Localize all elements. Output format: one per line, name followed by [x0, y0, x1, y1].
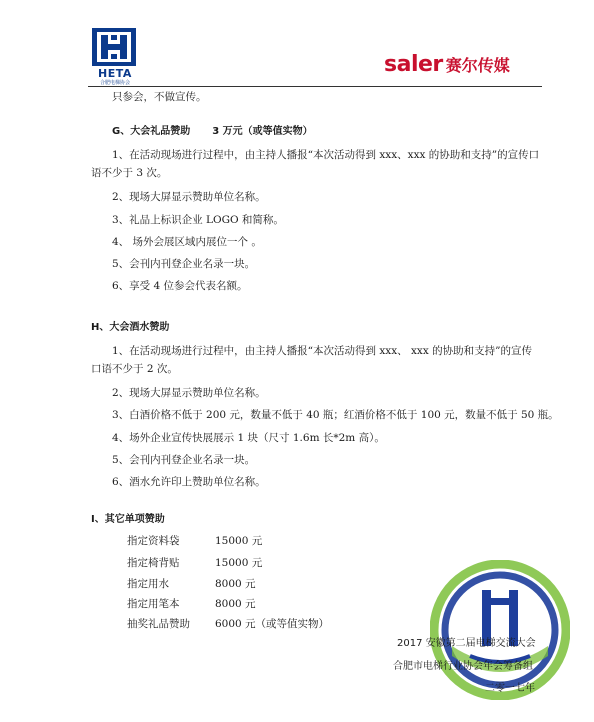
sponsor-item-name: 指定用笔本 — [127, 598, 180, 610]
heta-logo-text: HETA — [98, 67, 132, 80]
section-h-item-1-line-1: 1、在活动现场进行过程中，由主持人播报“本次活动得到 xxx、 xxx 的协助和支持”的宣传 — [112, 345, 532, 357]
heta-logo — [88, 28, 140, 86]
sponsor-item-price: 8000 元 — [215, 598, 256, 610]
section-h-item-3: 3、白酒价格不低于 200 元，数量不低于 40 瓶；红酒价格不低于 100 元，数量不低于 50 瓶。 — [112, 409, 559, 421]
section-g-item-4: 4、 场外会展区域内展位一个 。 — [112, 236, 262, 248]
section-g-item-2: 2、现场大屏显示赞助单位名称。 — [112, 191, 266, 203]
intro-line: 只参会，不做宣传。 — [112, 91, 207, 103]
signature-line-2: 合肥市电梯行业协会年会筹备组 — [393, 661, 533, 672]
heta-logo-subtext: 合肥电梯协会 — [99, 80, 130, 86]
signature-date: 二零一七年 — [485, 683, 535, 694]
section-g-title: G、大会礼品赞助 — [112, 126, 191, 137]
section-g-amount: 3 万元（或等值实物） — [212, 126, 313, 137]
section-h-item-6: 6、酒水允许印上赞助单位名称。 — [112, 476, 266, 488]
section-g-item-6: 6、享受 4 位参会代表名额。 — [112, 280, 248, 292]
sponsor-item-price: 8000 元 — [215, 578, 256, 590]
section-g-item-1-line-1: 1、在活动现场进行过程中，由主持人播报“本次活动得到 xxx、xxx 的协助和支持”的宣传口 — [112, 149, 540, 161]
saler-brand-cn: 赛尔传媒 — [445, 56, 510, 75]
signature-line-1: 2017 安徽第二届电梯交流大会 — [397, 638, 536, 649]
section-g-item-3: 3、礼品上标识企业 LOGO 和简称。 — [112, 214, 284, 226]
section-h-item-4: 4、场外企业宣传快展展示 1 块（尺寸 1.6m 长*2m 高）。 — [112, 432, 385, 444]
section-h-item-5: 5、会刊内刊登企业名录一块。 — [112, 454, 256, 466]
header-divider — [88, 86, 542, 87]
section-h-item-2: 2、现场大屏显示赞助单位名称。 — [112, 387, 266, 399]
saler-brand-text: saler — [384, 52, 443, 77]
section-i-heading: I、其它单项赞助 — [91, 514, 165, 525]
sponsor-item-price: 6000 元（或等值实物） — [215, 618, 330, 630]
section-h-item-1-line-2: 口语不少于 2 次。 — [91, 363, 178, 375]
heta-logo-icon — [92, 28, 136, 66]
section-g-item-5: 5、会刊内刊登企业名录一块。 — [112, 258, 256, 270]
section-h-heading: H、大会酒水赞助 — [91, 322, 170, 333]
saler-logo — [384, 52, 510, 80]
sponsor-item-name: 指定椅背贴 — [127, 557, 180, 569]
sponsor-item-price: 15000 元 — [215, 557, 263, 569]
sponsor-item-name: 抽奖礼品赞助 — [127, 618, 190, 630]
section-g-item-1-line-2: 语不少于 3 次。 — [91, 167, 168, 179]
sponsor-item-price: 15000 元 — [215, 535, 263, 547]
sponsor-item-name: 指定资料袋 — [127, 535, 180, 547]
section-g-heading — [112, 125, 313, 139]
sponsor-item-name: 指定用水 — [127, 578, 169, 590]
